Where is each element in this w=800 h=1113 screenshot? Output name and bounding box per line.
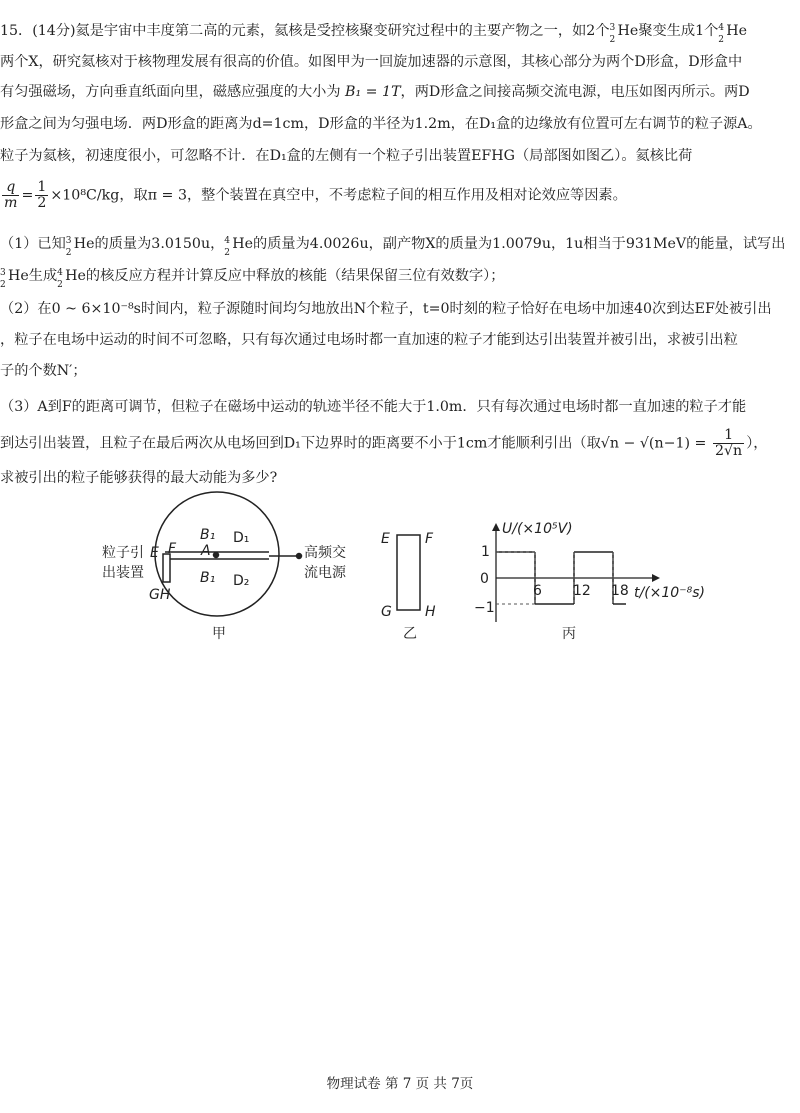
q1-reaction-a: He生成 xyxy=(8,268,58,284)
tick-y-0: 0 xyxy=(480,571,489,587)
charge-mass-fraction: $\frac{q}{m}$ xyxy=(4,179,18,211)
problem-line-1: 15．(14分)氦是宇宙中丰度第二高的元素，氦核是受控核聚变研究过程中的主要产物之一，如2个 3 2 He聚变生成1个 4 2 He xyxy=(0,23,748,45)
problem-line-5: 粒子为氦核，初速度很小，可忽略不计．在D₁盒的左侧有一个粒子引出装置EFHG（局部图如图乙）。氦核比荷 xyxy=(0,148,693,164)
he3-symbol: He xyxy=(617,23,639,39)
label-F: F xyxy=(168,541,177,557)
problem-line-3a: 有匀强磁场，方向垂直纸面向里，磁感应强度的大小为 xyxy=(0,84,341,100)
question-1-line-2: 3 2 He生成 4 2 He的核反应方程并计算反应中释放的核能（结果保留三位有效数字）； xyxy=(0,268,505,290)
q1-prefix: （1）已知 xyxy=(0,236,66,252)
problem-line-3c: ，两D形盒之间接高频交流电源，电压如图丙所示。两D xyxy=(400,84,750,100)
q1-he3-mass: He的质量为3.0150u， xyxy=(73,236,225,252)
q1-he4-mass: He的质量为4.0026u，副产物X的质量为1.0079u，1u相当于931MeV的能量，试写出 xyxy=(232,236,786,252)
q1-reaction-b: He的核反应方程并计算反应中释放的核能（结果保留三位有效数字）； xyxy=(65,268,505,284)
figure-bing xyxy=(474,521,705,642)
extract-label-2: 出装置 xyxy=(102,565,144,581)
question-2-line-3: 子的个数N′； xyxy=(0,363,87,379)
problem-intro-b: 聚变生成1个 xyxy=(638,23,719,39)
yi-label-F: F xyxy=(425,531,434,547)
label-G: G xyxy=(149,587,160,603)
figure-jia xyxy=(155,492,302,616)
problem-line-4: 形盒之间为匀强电场．两D形盒的距离为d=1cm，D形盒的半径为1.2m，在D₁盒的边缘放有位置可左右调节的粒子源A。 xyxy=(0,116,762,132)
ylabel: U/(×10⁵V) xyxy=(502,521,573,537)
label-H: H xyxy=(159,587,171,603)
problem-line-6-rest: ×10⁸C/kg，取π = 3，整个装置在真空中，不考虑粒子间的相互作用及相对论效应等因素。 xyxy=(50,187,627,204)
problem-line-2: 两个X，研究氦核对于核物理发展有很高的价值。如图甲为一回旋加速器的示意图，其核心部分为两个D形盒，D形盒中 xyxy=(0,54,743,70)
label-E: E xyxy=(150,545,159,561)
particle-source-dot xyxy=(214,553,219,558)
q3-condition: 到达引出装置，且粒子在最后两次从电场回到D₁下边界时的距离要不小于1cm才能顺利引出（取√n − √(n−1) = xyxy=(0,435,707,452)
tick-y-neg1: −1 xyxy=(474,600,495,616)
yi-label-H: H xyxy=(425,604,436,620)
q3-paren-close: ）， xyxy=(746,435,768,452)
magnetic-field-value: B₁ = 1T xyxy=(345,84,401,100)
one-half-fraction: $\frac{1}{2}$ xyxy=(37,179,47,211)
figure-jia-labels xyxy=(102,527,347,642)
question-2-line-2: ，粒子在电场中运动的时间不可忽略，只有每次通过电场时都一直加速的粒子才能到达引出装置并被引出，求被引出粒 xyxy=(0,332,738,348)
caption-yi: 乙 xyxy=(403,626,417,642)
figure-yi xyxy=(381,531,436,642)
extraction-device xyxy=(163,554,170,582)
label-GH xyxy=(149,587,171,603)
x-axis-arrow xyxy=(652,574,660,582)
label-B1-top: B₁ xyxy=(200,527,216,543)
label-D1: D₁ xyxy=(233,530,250,546)
y-axis-arrow xyxy=(492,523,500,531)
tick-x-6: 6 xyxy=(533,583,542,599)
question-3-line-1: （3）A到F的距离可调节，但粒子在磁场中运动的轨迹半径不能大于1.0m．只有每次通过电场时都一直加速的粒子才能 xyxy=(0,399,747,415)
tick-x-18: 18 xyxy=(611,583,629,599)
power-terminal xyxy=(297,554,302,559)
xlabel: t/(×10⁻⁸s) xyxy=(634,585,705,601)
q3-fraction: $\frac{1}{2√n}$ xyxy=(714,427,743,459)
page-footer: 物理试卷 第 7 页 共 7页 xyxy=(326,1076,474,1092)
tick-x-12: 12 xyxy=(573,583,591,599)
efhg-rectangle xyxy=(397,535,420,610)
question-1-line-1: （1）已知 3 2 He的质量为3.0150u， 4 2 He的质量为4.0026u，副产物X的质量为1.0079u，1u相当于931MeV的能量，试写出 xyxy=(0,236,786,258)
power-label-1: 高频交 xyxy=(304,545,346,561)
extract-label-1: 粒子引 xyxy=(102,545,144,561)
caption-bing: 丙 xyxy=(562,626,576,642)
label-D2: D₂ xyxy=(233,573,250,589)
question-3-line-3: 求被引出的粒子能够获得的最大动能为多少? xyxy=(0,470,278,486)
equals-sign: = xyxy=(21,187,34,204)
label-A: A xyxy=(201,543,211,559)
tick-y-1: 1 xyxy=(481,544,490,560)
he4-symbol: He xyxy=(726,23,748,39)
yi-label-G: G xyxy=(381,604,392,620)
yi-label-E: E xyxy=(381,531,390,547)
label-B1-bottom: B₁ xyxy=(200,570,216,586)
caption-jia: 甲 xyxy=(212,626,226,642)
problem-intro: 15．(14分)氦是宇宙中丰度第二高的元素，氦核是受控核聚变研究过程中的主要产物之一，如2个 xyxy=(0,23,610,39)
power-label-2: 流电源 xyxy=(304,565,346,581)
question-2-line-1: （2）在0 ~ 6×10⁻⁸s时间内，粒子源随时间均匀地放出N个粒子，t=0时刻的粒子恰好在电场中加速40次到达EF处被引出 xyxy=(0,301,772,317)
